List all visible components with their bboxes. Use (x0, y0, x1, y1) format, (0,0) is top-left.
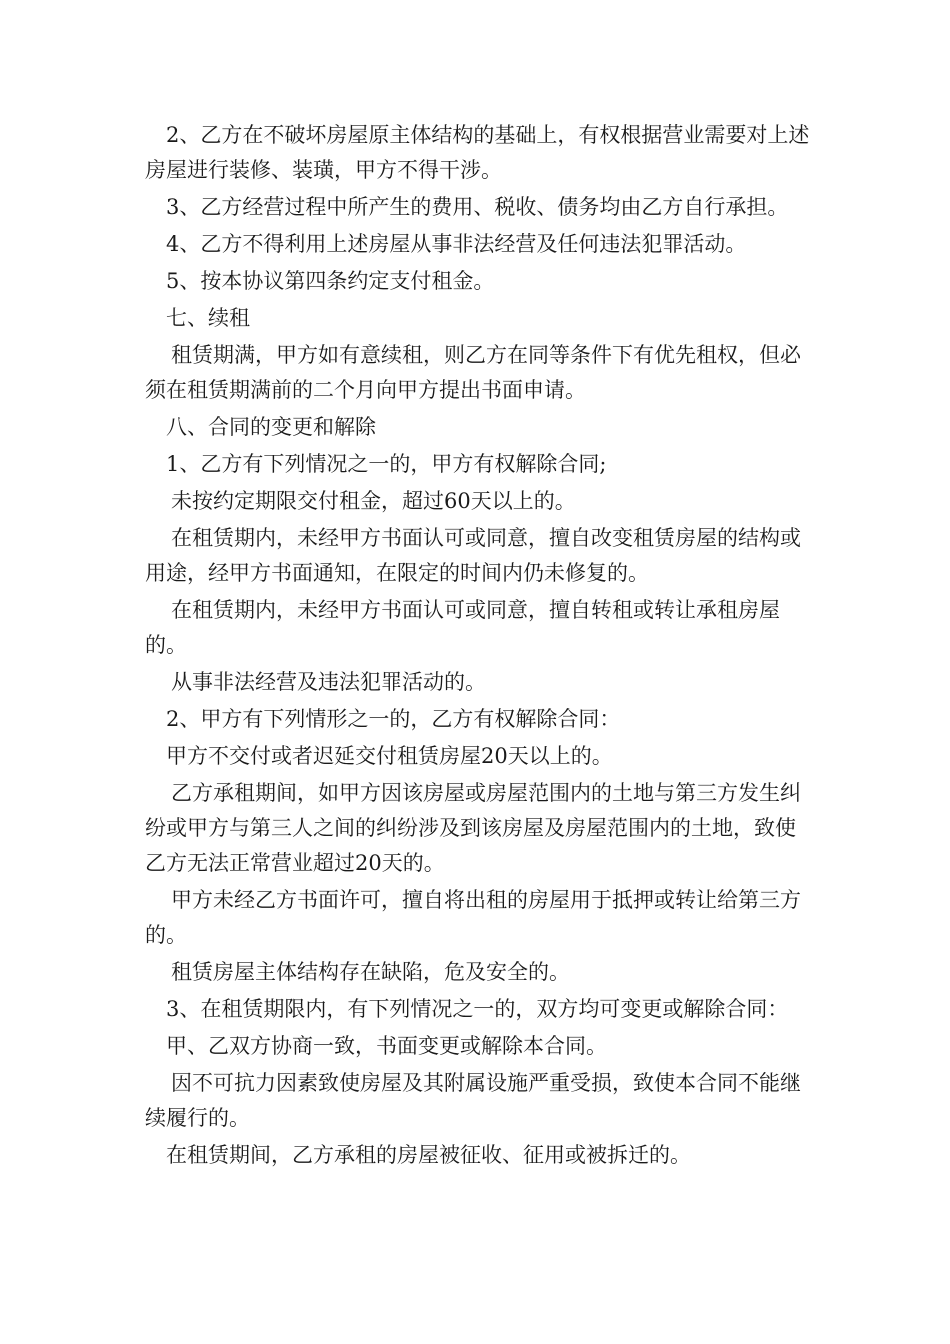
document-paragraph: 未按约定期限交付租金，超过60天以上的。 (171, 489, 576, 513)
document-paragraph: 租赁期满，甲方如有意续租，则乙方在同等条件下有优先租权，但必须在租赁期满前的二个月向甲方提出书面申请。 (145, 343, 801, 402)
document-paragraph: 在租赁期内，未经甲方书面认可或同意，擅自改变租赁房屋的结构或用途，经甲方书面通知，在限定的时间内仍未修复的。 (145, 526, 801, 585)
document-paragraph: 七、续租 (166, 306, 250, 330)
document-paragraph: 在租赁期间，乙方承租的房屋被征收、征用或被拆迁的。 (166, 1143, 691, 1167)
document-paragraph: 八、合同的变更和解除 (166, 415, 376, 439)
document-paragraph: 3、在租赁期限内，有下列情况之一的，双方均可变更或解除合同： (166, 997, 789, 1021)
document-paragraph: 2、甲方有下列情形之一的，乙方有权解除合同： (166, 707, 621, 731)
document-paragraph: 1、乙方有下列情况之一的，甲方有权解除合同; (166, 452, 607, 476)
document-paragraph: 租赁房屋主体结构存在缺陷，危及安全的。 (171, 960, 570, 984)
document-paragraph: 2、乙方在不破坏房屋原主体结构的基础上，有权根据营业需要对上述房屋进行装修、装璜，甲方不得干涉。 (145, 123, 810, 182)
document-paragraph: 在租赁期内，未经甲方书面认可或同意，擅自转租或转让承租房屋的。 (145, 598, 780, 657)
document-paragraph: 从事非法经营及违法犯罪活动的。 (171, 670, 486, 694)
document-paragraph: 甲方未经乙方书面许可，擅自将出租的房屋用于抵押或转让给第三方的。 (145, 888, 801, 947)
document-paragraph: 因不可抗力因素致使房屋及其附属设施严重受损，致使本合同不能继续履行的。 (145, 1071, 801, 1130)
document-paragraph: 3、乙方经营过程中所产生的费用、税收、债务均由乙方自行承担。 (166, 195, 789, 219)
document-paragraph: 5、按本协议第四条约定支付租金。 (166, 269, 495, 293)
document-paragraph: 4、乙方不得利用上述房屋从事非法经营及任何违法犯罪活动。 (166, 232, 747, 256)
document-paragraph: 甲、乙双方协商一致，书面变更或解除本合同。 (166, 1034, 607, 1058)
document-paragraph: 甲方不交付或者迟延交付租赁房屋20天以上的。 (166, 744, 613, 768)
document-body (145, 118, 813, 1175)
document-paragraph: 乙方承租期间，如甲方因该房屋或房屋范围内的土地与第三方发生纠纷或甲方与第三人之间的纠纷涉及到该房屋及房屋范围内的土地，致使乙方无法正常营业超过20天的。 (145, 781, 801, 875)
